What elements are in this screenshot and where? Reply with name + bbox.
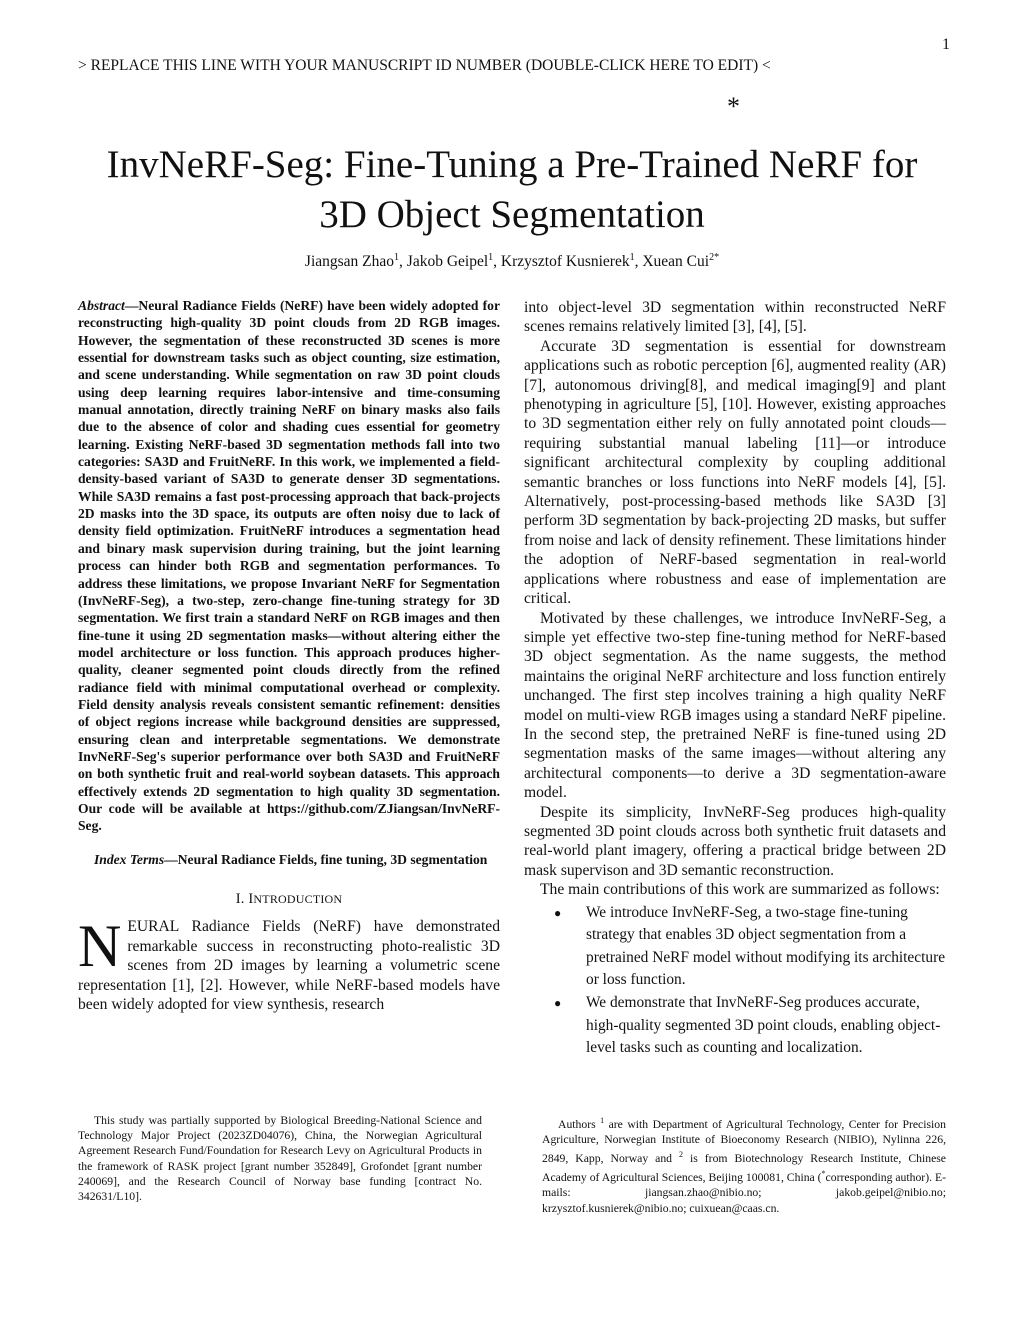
index-terms-label: Index Terms: [94, 851, 165, 867]
index-terms-text: —Neural Radiance Fields, fine tuning, 3D segmentation: [164, 851, 488, 867]
affiliation-footnote: Authors $^1$ are with Department of Agricultural Technology, Center for Precision Agriculture, Norwegian Institute of Bioeconomy Research (NIBIO), Nylinna 226, 2849, Kapp, Norway and $^2$ is from Biotechnology Research Institute, Chinese Academy of Agricultural Sciences, Beijing 100081, China (*corresponding author). E-mails: jiangsan.zhao@nibio.no; jakob.geipel@nibio.no; krzysztof.kusnierek@nibio.no; cuixuean@caas.cn.: [542, 1116, 946, 1215]
drop-cap: N: [78, 913, 122, 980]
funding-footnote: This study was partially supported by Biological Breeding-National Science and Technology Major Project (2023ZD04076), China, the Norwegian Agricultural Agreement Research Fund/Foundation for Research Levy on Agricultural Products in the framework of RASK project [grant number 352849], Grofondet [grant number 240069], and the Research Council of Norway base funding [contract No. 342631/L10].: [78, 1114, 482, 1204]
author: Xuean Cui$^{2*}$: [642, 252, 720, 271]
intro-paragraph: NEURAL Radiance Fields (NeRF) have demonstrated remarkable success in reconstructing photo-realistic 3D scenes from 2D images by learning a volumetric scene representation [1], [2]. However, while NeRF-based models have been widely adopted for view synthesis, research: [78, 913, 500, 1014]
title-line-1: InvNeRF-Seg: Fine-Tuning a Pre-Trained NeRF for: [106, 143, 918, 186]
page-number: 1: [942, 36, 950, 53]
bullet-icon: ●: [554, 995, 562, 1010]
title-asterisk: *: [727, 92, 740, 121]
paper-title: [60, 140, 964, 240]
index-terms: [78, 851, 500, 868]
body-paragraph: The main contributions of this work are summarized as follows:: [540, 881, 940, 899]
left-column: [78, 297, 500, 1014]
author-list: [60, 252, 964, 271]
manuscript-id-header[interactable]: > REPLACE THIS LINE WITH YOUR MANUSCRIPT ID NUMBER (DOUBLE-CLICK HERE TO EDIT) <: [78, 57, 771, 74]
bullet-icon: ●: [554, 905, 562, 920]
author: Krzysztof Kusnierek$^1$,: [500, 252, 643, 271]
author: Jakob Geipel$^1$,: [406, 252, 501, 271]
body-paragraph: into object-level 3D segmentation within reconstructed NeRF scenes remains relatively limited [3], [4], [5].: [524, 299, 946, 336]
body-paragraph: Motivated by these challenges, we introduce InvNeRF-Seg, a simple yet effective two-step fine-tuning method for NeRF-based 3D object segmentation. As the name suggests, the method maintains the original NeRF architecture and loss function entirely unchanged. The first step incolves training a high quality NeRF model on multi-view RGB images using a standard NeRF pipeline. In the second step, the pretrained NeRF is fine-tuned using 2D segmentation masks of the same images—without altering any architectural components—to derive a 3D segmentation-aware model.: [524, 609, 946, 802]
abstract-text: —Neural Radiance Fields (NeRF) have been widely adopted for reconstructing high-quality 3D point clouds from 2D RGB images. However, the segmentation of these reconstructed 3D scenes is more essential for downstream tasks such as object counting, size estimation, and scene understanding. While segmentation on raw 3D point clouds using deep learning requires labor-intensive and time-consuming manual annotation, directly training NeRF on binary masks also fails due to the absence of color and shading cues essential for geometry learning. Existing NeRF-based 3D segmentation methods fall into two categories: SA3D and FruitNeRF. In this work, we implemented a field-density-based variant of SA3D to generate denser 3D segmentations. While SA3D remains a fast post-processing approach that back-projects 2D masks into the 3D space, its outputs are often noisy due to lack of density field optimization. FruitNeRF introduces a segmentation head and binary mask supervision during training, but the joint learning process can hinder both RGB and segmentation performances. To address these limitations, we propose Invariant NeRF for Segmentation (InvNeRF-Seg), a two-step, zero-change fine-tuning strategy for 3D segmentation. We first train a standard NeRF on RGB images and then fine-tune it using 2D segmentation masks—without altering either the model architecture or loss function. This approach produces higher-quality, cleaner segmented point clouds directly from the refined radiance field with minimal computational overhead or complexity. Field density analysis reveals consistent semantic refinement: densities of object regions increase while background densities are suppressed, ensuring clean and interpretable segmentations. We demonstrate InvNeRF-Seg's superior performance over both SA3D and FruitNeRF on both synthetic fruit and real-world soybean datasets. This approach effectively extends 2D segmentation to high quality 3D segmentation. Our code will be available at https://github.com/ZJiangsan/InvNeRF-Seg.: [78, 298, 500, 834]
title-line-2: 3D Object Segmentation: [319, 193, 705, 236]
right-column: [524, 298, 946, 1060]
list-item: ● We demonstrate that InvNeRF-Seg produces accurate, high-quality segmented 3D point clouds, enabling object-level tasks such as counting and localization.: [554, 993, 941, 1057]
section-heading-introduction: I. INTRODUCTION: [235, 891, 343, 907]
body-paragraph: Despite its simplicity, InvNeRF-Seg produces high-quality segmented 3D point clouds across both synthetic fruit datasets and real-world plant imagery, offering a practical bridge between 2D mask supervison and 3D semantic reconstruction.: [524, 803, 946, 879]
body-paragraph: Accurate 3D segmentation is essential for downstream applications such as robotic perception [6], augmented reality (AR)[7], autonomous driving[8], and medical imaging[9] and plant phenotyping in agriculture [5], [10]. However, existing approaches to 3D segmentation either rely on fully annotated point clouds—requiring substantial manual labeling [11]—or introduce significant architectural complexity by coupling additional semantic branches or loss functions into NeRF models [4], [5]. Alternatively, post-processing-based methods like SA3D [3] perform 3D segmentation by back-projecting 2D masks, but suffer from noise and lack of density refinement. These limitations hinder the adoption of NeRF-based segmentation in real-world applications where robustness and ease of implementation are critical.: [524, 337, 946, 608]
author: Jiangsan Zhao$^1$,: [304, 252, 407, 271]
list-item: ● We introduce InvNeRF-Seg, a two-stage fine-tuning strategy that enables 3D object segmentation from a pretrained NeRF model without modifying its architecture or loss function.: [554, 903, 946, 989]
contributions-list: [524, 902, 946, 1060]
abstract-label: Abstract: [78, 298, 125, 313]
abstract: [78, 297, 500, 835]
